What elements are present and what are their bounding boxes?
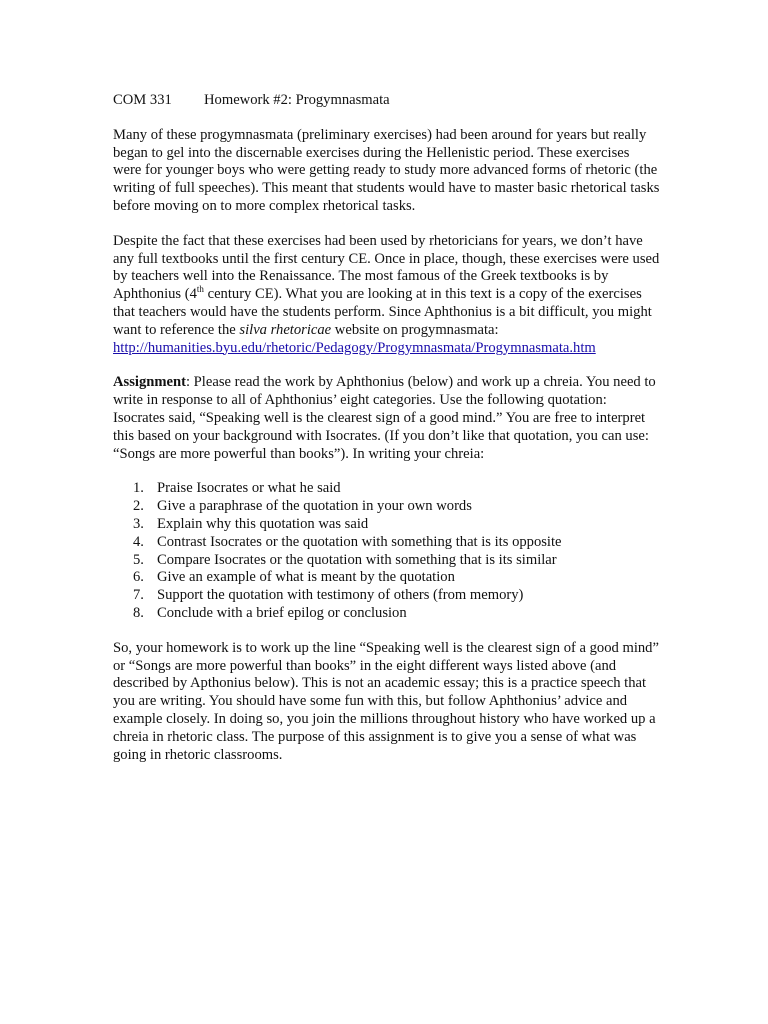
list-text: Praise Isocrates or what he said	[157, 480, 341, 497]
list-text: Conclude with a brief epilog or conclusion	[157, 604, 407, 621]
closing-paragraph: So, your homework is to work up the line “Speaking well is the clearest sign of a good mind” or “Songs are more powerful than books” in the eight different ways listed above (and described by Apthonius below). This is not an academic essay; this is a practice speech that you are writing. You should have some fun with this, but follow Aphthonius’ advice and example closely. In doing so, you join the millions throughout history who have worked up a chreia in rhetoric class. The purpose of this assignment is to give you a sense of what was going in rhetoric classrooms.	[113, 639, 659, 763]
background-paragraph	[113, 233, 661, 358]
list-item	[113, 605, 661, 623]
background-text-3: website on progymnasmata:	[331, 321, 499, 338]
list-number: 7.	[133, 587, 144, 604]
list-number: 8.	[133, 604, 144, 621]
list-text: Give an example of what is meant by the quotation	[157, 569, 455, 586]
assignment-paragraph	[113, 374, 661, 463]
chreia-steps-list	[113, 480, 661, 622]
list-item	[113, 569, 661, 587]
list-number: 1.	[133, 480, 144, 497]
list-number: 3.	[133, 515, 144, 532]
silva-rhetoricae-title: silva rhetoricae	[239, 321, 332, 338]
list-item	[113, 552, 661, 570]
list-number: 4.	[133, 533, 144, 550]
background-text-2: century CE). What you are looking at in this text is a copy of the exercises that teachers would have the students perform. Since Aphthonius is a bit difficult, you might want to reference the	[113, 286, 652, 338]
intro-paragraph: Many of these progymnasmata (preliminary exercises) had been around for years but really began to gel into the discernable exercises during the Hellenistic period. These exercises were for younger boys who were getting ready to study more advanced forms of rhetoric (the writing of full speeches). This meant that students would have to master basic rhetorical tasks before moving on to more complex rhetorical tasks.	[113, 126, 660, 214]
superscript-th: th	[196, 284, 204, 295]
course-code: COM 331	[113, 92, 172, 108]
list-item	[113, 498, 661, 516]
list-text: Give a paraphrase of the quotation in your own words	[157, 498, 472, 515]
assignment-label: Assignment	[113, 374, 186, 391]
list-item	[113, 516, 661, 534]
list-number: 2.	[133, 498, 144, 515]
list-item	[113, 587, 661, 605]
list-number: 6.	[133, 569, 144, 586]
list-item	[113, 480, 661, 498]
assignment-text: : Please read the work by Aphthonius (below) and work up a chreia. You need to write in response to all of Aphthonius’ eight categories. Use the following quotation: Isocrates said, “Speaking well is the clearest sign of a good mind.” You are free to interpret this based on your background with Isocrates. (If you don’t like that quotation, you can use: “Songs are more powerful than books”). In writing your chreia:	[113, 374, 656, 462]
list-text: Support the quotation with testimony of others (from memory)	[157, 587, 524, 604]
homework-title: Homework #2: Progymnasmata	[204, 92, 390, 108]
document-header	[113, 92, 661, 110]
list-text: Explain why this quotation was said	[157, 515, 369, 532]
list-number: 5.	[133, 551, 144, 568]
list-text: Compare Isocrates or the quotation with something that is its similar	[157, 551, 557, 568]
document-page	[113, 92, 661, 781]
progymnasmata-link[interactable]: http://humanities.byu.edu/rhetoric/Pedagogy/Progymnasmata/Progymnasmata.htm	[113, 339, 596, 356]
background-text-1: Despite the fact that these exercises had been used by rhetoricians for years, we don’t have any full textbooks until the first century CE. Once in place, though, these exercises were used by teachers well into the Renaissance. The most famous of the Greek textbooks is by Aphthonius (4	[113, 232, 660, 303]
list-item	[113, 534, 661, 552]
list-text: Contrast Isocrates or the quotation with something that is its opposite	[157, 533, 562, 550]
